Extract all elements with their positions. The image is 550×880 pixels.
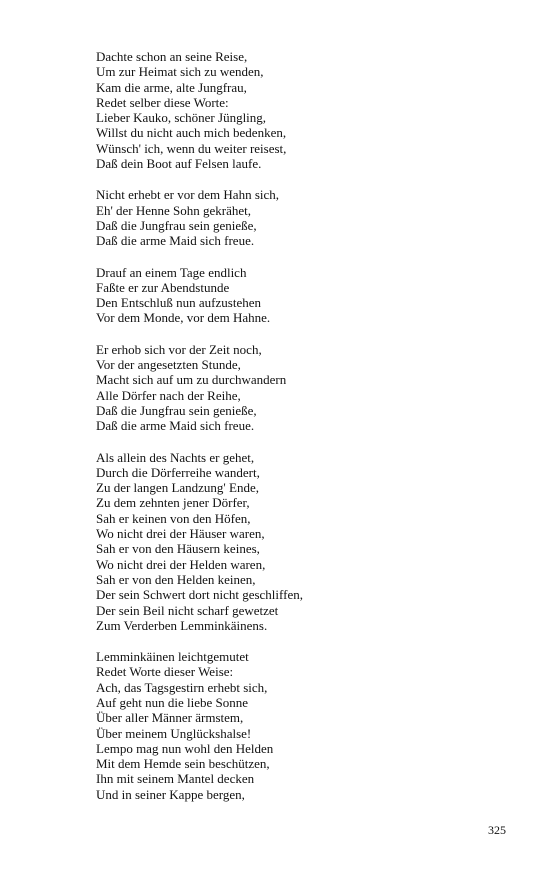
verse-line: Der sein Beil nicht scharf gewetzet (96, 602, 279, 618)
verse-line: Alle Dörfer nach der Reihe, (96, 387, 241, 403)
verse-line: Wünsch' ich, wenn du weiter reisest, (96, 140, 287, 156)
verse-line: Zu der langen Landzung' Ende, (96, 480, 259, 496)
stanza (96, 450, 496, 634)
verse-line: Daß die arme Maid sich freue. (96, 233, 255, 249)
verse-line: Daß die arme Maid sich freue. (96, 418, 255, 434)
stanza (96, 342, 496, 434)
verse-line: Wo nicht drei der Helden waren, (96, 556, 266, 572)
verse-line: Sah er von den Helden keinen, (96, 571, 256, 587)
page-number: 325 (488, 823, 506, 837)
verse-line: Mit dem Hemde sein beschützen, (96, 756, 270, 772)
verse-line: Lempo mag nun wohl den Helden (96, 740, 274, 756)
verse-line: Dachte schon an seine Reise, (96, 49, 248, 64)
verse-line: Redet selber diese Worte: (96, 94, 229, 110)
verse-line: Sah er keinen von den Höfen, (96, 510, 251, 526)
verse-line: Den Entschluß nun aufzustehen (96, 295, 261, 311)
verse-line: Vor dem Monde, vor dem Hahne. (96, 310, 271, 326)
verse-line: Sah er von den Häusern keines, (96, 541, 260, 557)
verse-line: Über aller Männer ärmstem, (96, 710, 244, 726)
verse-line: Vor der angesetzten Stunde, (96, 357, 241, 373)
stanza (96, 187, 496, 248)
verse-line: Redet Worte dieser Weise: (96, 664, 234, 680)
verse-line: Lieber Kauko, schöner Jüngling, (96, 110, 267, 126)
verse-line: Auf geht nun die liebe Sonne (96, 694, 248, 710)
verse-line: Ihn mit seinem Mantel decken (96, 771, 255, 787)
stanza (96, 49, 496, 171)
verse-line: Ach, das Tagsgestirn erhebt sich, (96, 679, 268, 695)
verse-line: Daß dein Boot auf Felsen laufe. (96, 156, 262, 172)
verse-line: Lemminkäinen leichtgemutet (96, 649, 249, 665)
verse-line: Macht sich auf um zu durchwandern (96, 372, 287, 388)
verse-line: Daß die Jungfrau sein genieße, (96, 217, 257, 233)
stanza (96, 649, 496, 802)
verse-line: Der sein Schwert dort nicht geschliffen, (96, 587, 303, 603)
verse-line: Drauf an einem Tage endlich (96, 264, 247, 280)
verse-line: Um zur Heimat sich zu wenden, (96, 64, 264, 80)
verse-line: Willst du nicht auch mich bedenken, (96, 125, 287, 141)
verse-line: Faßte er zur Abendstunde (96, 279, 230, 295)
verse-line: Nicht erhebt er vor dem Hahn sich, (96, 187, 280, 203)
verse-line: Zum Verderben Lemminkäinens. (96, 617, 268, 633)
verse-line: Durch die Dörferreihe wandert, (96, 464, 260, 480)
verse-line: Als allein des Nachts er gehet, (96, 449, 255, 465)
verse-line: Zu dem zehnten jener Dörfer, (96, 495, 250, 511)
verse-line: Wo nicht drei der Häuser waren, (96, 526, 265, 542)
verse-line: Er erhob sich vor der Zeit noch, (96, 341, 262, 357)
verse-line: Über meinem Unglückshalse! (96, 725, 252, 741)
verse-line: Eh' der Henne Sohn gekrähet, (96, 202, 252, 218)
verse-line: Und in seiner Kappe bergen, (96, 786, 245, 802)
verse-line: Daß die Jungfrau sein genieße, (96, 402, 257, 418)
stanza (96, 265, 496, 326)
verse-line: Kam die arme, alte Jungfrau, (96, 79, 247, 95)
poem-text (96, 49, 496, 818)
